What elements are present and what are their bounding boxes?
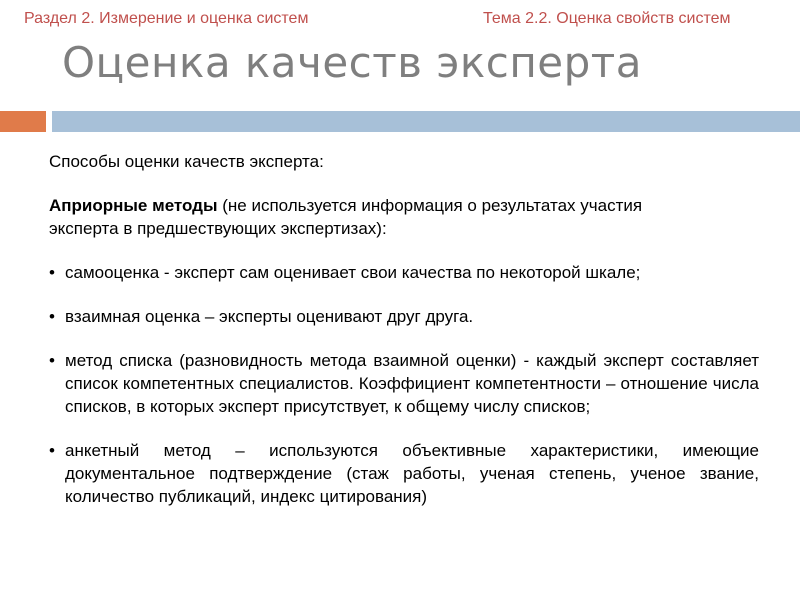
bullet-icon: • <box>49 351 55 370</box>
apriori-bold: Априорные методы <box>49 196 218 215</box>
list-item-text: метод списка (разновидность метода взаимной оценки) - каждый эксперт составляет список компетентных специалистов. Коэффициент компетентности – отношение числа списков, в которых эксперт присутствует, к общему числу списков; <box>65 351 759 416</box>
decor-bar-blue <box>52 111 800 132</box>
list-item-text: самооценка - эксперт сам оценивает свои качества по некоторой шкале; <box>65 263 641 282</box>
intro-text: Способы оценки качеств эксперта: <box>49 152 324 171</box>
bullet-icon: • <box>49 307 55 326</box>
apriori-rest: (не используется информация о результатах участия эксперта в предшествующих экспертизах): <box>49 196 643 238</box>
list-item <box>49 349 759 418</box>
list-item <box>49 439 759 508</box>
section-label: Раздел 2. Измерение и оценка систем <box>24 10 309 27</box>
topic-label: Тема 2.2. Оценка свойств систем <box>483 10 731 27</box>
list-item <box>49 261 759 284</box>
decor-bar-orange <box>0 111 46 132</box>
bullet-icon: • <box>49 441 55 460</box>
content-body <box>49 150 759 508</box>
page-title: Оценка качеств эксперта <box>62 38 642 87</box>
list-item <box>49 305 759 328</box>
list-item-text: анкетный метод – используются объективные характеристики, имеющие документальное подтверждение (стаж работы, ученая степень, ученое звание, количество публикаций, индекс цитирования) <box>65 441 759 506</box>
list-item-text: взаимная оценка – эксперты оценивают друг друга. <box>65 307 474 326</box>
bullet-icon: • <box>49 263 55 282</box>
apriori-paragraph <box>49 194 689 240</box>
